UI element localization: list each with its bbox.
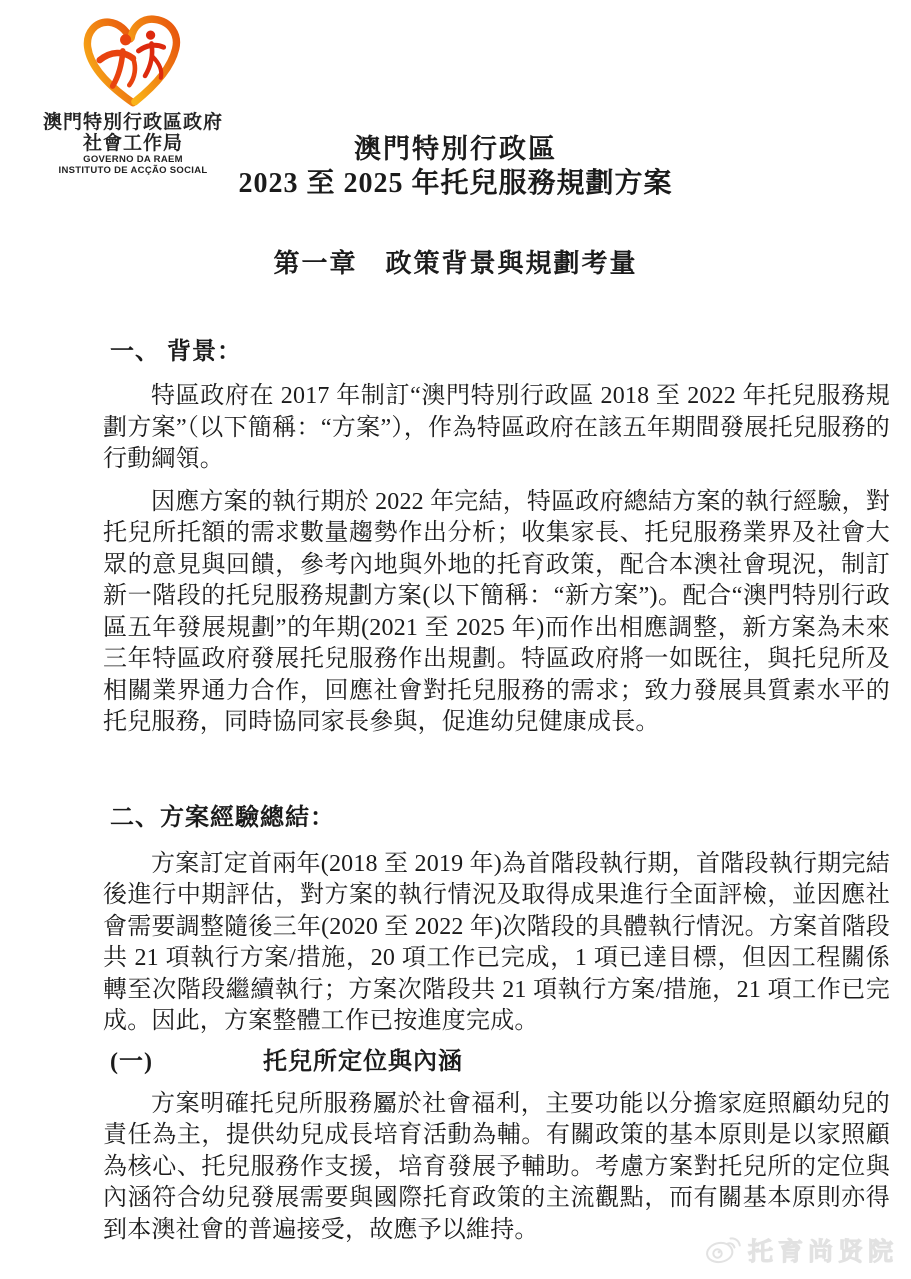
subsection1-number: (一) xyxy=(110,1048,153,1075)
title-line2: 2023 至 2025 年托兒服務規劃方案 xyxy=(238,168,673,199)
chapter-number: 第一章 xyxy=(273,249,358,278)
chapter-heading xyxy=(0,248,911,280)
ias-heart-logo-icon xyxy=(28,12,238,112)
weibo-icon xyxy=(703,1234,741,1266)
watermark xyxy=(703,1232,898,1268)
logo-org-latin-line2: INSTITUTO DE ACÇÃO SOCIAL xyxy=(58,165,208,176)
subsection1-title: 托兒所定位與內涵 xyxy=(263,1048,463,1075)
document-body xyxy=(103,336,890,1246)
subsection1-paragraph: 方案明確托兒所服務屬於社會福利，主要功能以分擔家庭照顧幼兒的責任為主，提供幼兒成長培育活動為輔。有關政策的基本原則是以家照顧為核心、托兒服務作支援，培育發展予輔助。考慮方案對托兒所的定位與內涵符合幼兒發展需要與國際托育政策的主流觀點，而有關基本原則亦得到本澳社會的普遍接受，故應予以維持。 xyxy=(103,1090,890,1243)
subsection1-heading xyxy=(103,1046,890,1078)
chapter-title: 政策背景與規劃考量 xyxy=(385,249,638,278)
logo-org-latin-line1: GOVERNO DA RAEM xyxy=(83,154,183,165)
logo-org-chinese-line2: 社會工作局 xyxy=(82,133,183,154)
logo-org-chinese-line1: 澳門特別行政區政府 xyxy=(42,112,223,133)
section2-heading: 二、方案經驗總結： xyxy=(110,804,335,831)
watermark-text: 托育尚贤院 xyxy=(747,1238,898,1266)
section1-paragraph1: 特區政府在 2017 年制訂“澳門特別行政區 2018 至 2022 年托兒服務規劃方案”（以下簡稱：“方案”），作為特區政府在該五年期間發展托兒服務的行動綱領。 xyxy=(103,383,890,472)
section1-paragraph2: 因應方案的執行期於 2022 年完結，特區政府總結方案的執行經驗，對托兒所托額的需求數量趨勢作出分析；收集家長、托兒服務業界及社會大眾的意見與回饋，參考內地與外地的托育政策，配合本澳社會現況，制訂新一階段的托兒服務規劃方案(以下簡稱：“新方案”)。配合“澳門特別行政區五年發展規劃”的年期(2021 至 2025 年)而作出相應調整，新方案為未來三年特區政府發展托兒服務作出規劃。特區政府將一如既往，與托兒所及相關業界通力合作，回應社會對托兒服務的需求；致力發展具質素水平的托兒服務，同時協同家長參與，促進幼兒健康成長。 xyxy=(103,488,890,735)
section2-paragraph1: 方案訂定首兩年(2018 至 2019 年)為首階段執行期，首階段執行期完結後進行中期評估，對方案的執行情況及取得成果進行全面評檢，並因應社會需要調整隨後三年(2020 至 2022 年)次階段的具體執行情況。方案首階段共 21 項執行方案/措施，20 項工作已完成，1 項已達目標，但因工程關係轉至次階段繼續執行；方案次階段共 21 項執行方案/措施，21 項工作已完成。因此，方案整體工作已按進度完成。 xyxy=(103,850,890,1034)
title-line1: 澳門特別行政區 xyxy=(354,134,557,164)
section1-heading: 一、 背景： xyxy=(110,339,242,365)
ias-logo-block xyxy=(28,12,238,176)
